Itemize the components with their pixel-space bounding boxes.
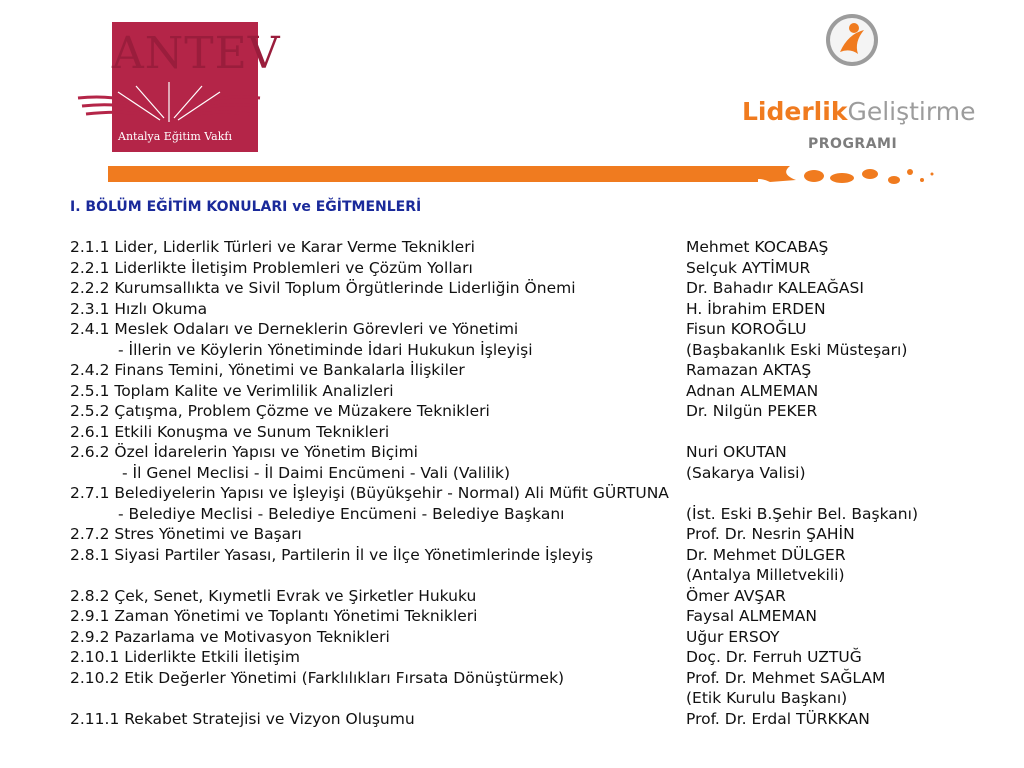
trainer-label: Ramazan AKTAŞ	[686, 361, 812, 379]
topic-label: - Belediye Meclisi - Belediye Encümeni - Belediye Başkanı	[118, 504, 565, 523]
list-item	[0, 627, 1024, 648]
topic-label: 2.2.2 Kurumsallıkta ve Sivil Toplum Örgütlerinde Liderliğin Önemi	[70, 279, 576, 297]
topic-label: 2.6.2 Özel İdarelerin Yapısı ve Yönetim Biçimi	[70, 443, 418, 461]
trainer-label: Prof. Dr. Erdal TÜRKKAN	[686, 709, 870, 728]
orange-banner-bar	[108, 166, 758, 182]
list-item	[0, 688, 1024, 709]
topic-label: 2.3.1 Hızlı Okuma	[70, 299, 208, 318]
topic-label: 2.10.1 Liderlikte Etkili İletişim	[70, 648, 301, 666]
list-item	[0, 709, 1024, 730]
person-circle-icon	[824, 12, 880, 68]
topic-label: 2.11.1 Rekabet Stratejisi ve Vizyon Oluşumu	[70, 709, 415, 728]
trainer-label: Prof. Dr. Mehmet SAĞLAM	[686, 668, 886, 687]
list-item	[0, 504, 1024, 525]
list-item	[0, 586, 1024, 607]
liderlik-gelistirme-logo	[742, 10, 976, 152]
topic-label: 2.4.1 Meslek Odaları ve Derneklerin Görevleri ve Yönetimi	[70, 320, 519, 338]
trainer-label: (Antalya Milletvekili)	[686, 566, 845, 584]
topic-label: 2.4.2 Finans Temini, Yönetimi ve Bankalarla İlişkiler	[70, 361, 465, 379]
trainer-label: Uğur ERSOY	[686, 627, 780, 646]
list-item	[0, 463, 1024, 484]
trainer-label: (İst. Eski B.Şehir Bel. Başkanı)	[686, 504, 918, 523]
list-item	[0, 647, 1024, 668]
trainer-label: Adnan ALMEMAN	[686, 381, 819, 400]
list-item	[0, 668, 1024, 689]
trainer-label: Dr. Bahadır KALEAĞASI	[686, 279, 864, 297]
topic-label: 2.7.2 Stres Yönetimi ve Başarı	[70, 525, 302, 543]
trainer-label: Doç. Dr. Ferruh UZTUĞ	[686, 648, 862, 666]
list-item	[0, 360, 1024, 381]
topic-label: 2.9.2 Pazarlama ve Motivasyon Teknikleri	[70, 627, 390, 646]
topic-label: - İl Genel Meclisi - İl Daimi Encümeni - Vali (Valilik)	[122, 463, 511, 482]
topic-label: 2.7.1 Belediyelerin Yapısı ve İşleyişi (Büyükşehir - Normal) Ali Müfit GÜRTUNA	[70, 484, 669, 502]
trainer-label: Dr. Nilgün PEKER	[686, 402, 818, 420]
lgp-logo-subtitle: PROGRAMI	[808, 136, 898, 152]
list-item	[0, 258, 1024, 279]
antev-logo-text: ANTEV	[112, 28, 281, 79]
topic-label: 2.2.1 Liderlikte İletişim Problemleri ve Çözüm Yolları	[70, 258, 473, 277]
list-item	[0, 319, 1024, 340]
topic-list	[0, 237, 1024, 729]
topic-label: 2.1.1 Lider, Liderlik Türleri ve Karar Verme Teknikleri	[70, 238, 475, 256]
open-book-icon	[76, 78, 262, 128]
topic-label: 2.9.1 Zaman Yönetimi ve Toplantı Yönetimi Teknikleri	[70, 607, 478, 625]
topic-label: 2.6.1 Etkili Konuşma ve Sunum Teknikleri	[70, 422, 390, 441]
list-item	[0, 340, 1024, 361]
antev-logo-caption: Antalya Eğitim Vakfı	[118, 130, 232, 143]
trainer-label: (Etik Kurulu Başkanı)	[686, 689, 848, 707]
trainer-label: H. İbrahim ERDEN	[686, 299, 826, 318]
trainer-label: Ömer AVŞAR	[686, 586, 786, 605]
list-item	[0, 299, 1024, 320]
topic-label: 2.5.2 Çatışma, Problem Çözme ve Müzakere Teknikleri	[70, 402, 490, 420]
list-item	[0, 422, 1024, 443]
trainer-label: Faysal ALMEMAN	[686, 607, 817, 625]
topic-label: 2.10.2 Etik Değerler Yönetimi (Farklılıkları Fırsata Dönüştürmek)	[70, 668, 565, 687]
antev-logo	[76, 22, 281, 152]
trainer-label: (Sakarya Valisi)	[686, 463, 806, 482]
trainer-label: Prof. Dr. Nesrin ŞAHİN	[686, 525, 855, 543]
list-item	[0, 381, 1024, 402]
trainer-label: Nuri OKUTAN	[686, 443, 787, 461]
list-item	[0, 606, 1024, 627]
lgp-title-bold: Liderlik	[742, 97, 848, 126]
topic-label: 2.5.1 Toplam Kalite ve Verimlilik Analizleri	[70, 381, 394, 400]
orange-splash-decoration	[750, 160, 940, 188]
list-item	[0, 442, 1024, 463]
trainer-label: (Başbakanlık Eski Müsteşarı)	[686, 340, 908, 359]
topic-label: 2.8.2 Çek, Senet, Kıymetli Evrak ve Şirketler Hukuku	[70, 586, 477, 605]
list-item	[0, 545, 1024, 566]
trainer-label: Dr. Mehmet DÜLGER	[686, 545, 846, 564]
list-item	[0, 565, 1024, 586]
lgp-title-rest: Geliştirme	[847, 97, 976, 126]
list-item	[0, 483, 1024, 504]
list-item	[0, 278, 1024, 299]
topic-label: - İllerin ve Köylerin Yönetiminde İdari Hukukun İşleyişi	[118, 340, 533, 359]
trainer-label: Mehmet KOCABAŞ	[686, 238, 829, 256]
trainer-label: Fisun KOROĞLU	[686, 320, 807, 338]
section-heading: I. BÖLÜM EĞİTİM KONULARI ve EĞİTMENLERİ	[70, 199, 422, 215]
list-item	[0, 401, 1024, 422]
topic-label: 2.8.1 Siyasi Partiler Yasası, Partilerin İl ve İlçe Yönetimlerinde İşleyiş	[70, 545, 594, 564]
lgp-logo-title	[742, 98, 975, 126]
list-item	[0, 524, 1024, 545]
trainer-label: Selçuk AYTİMUR	[686, 258, 811, 277]
list-item	[0, 237, 1024, 258]
